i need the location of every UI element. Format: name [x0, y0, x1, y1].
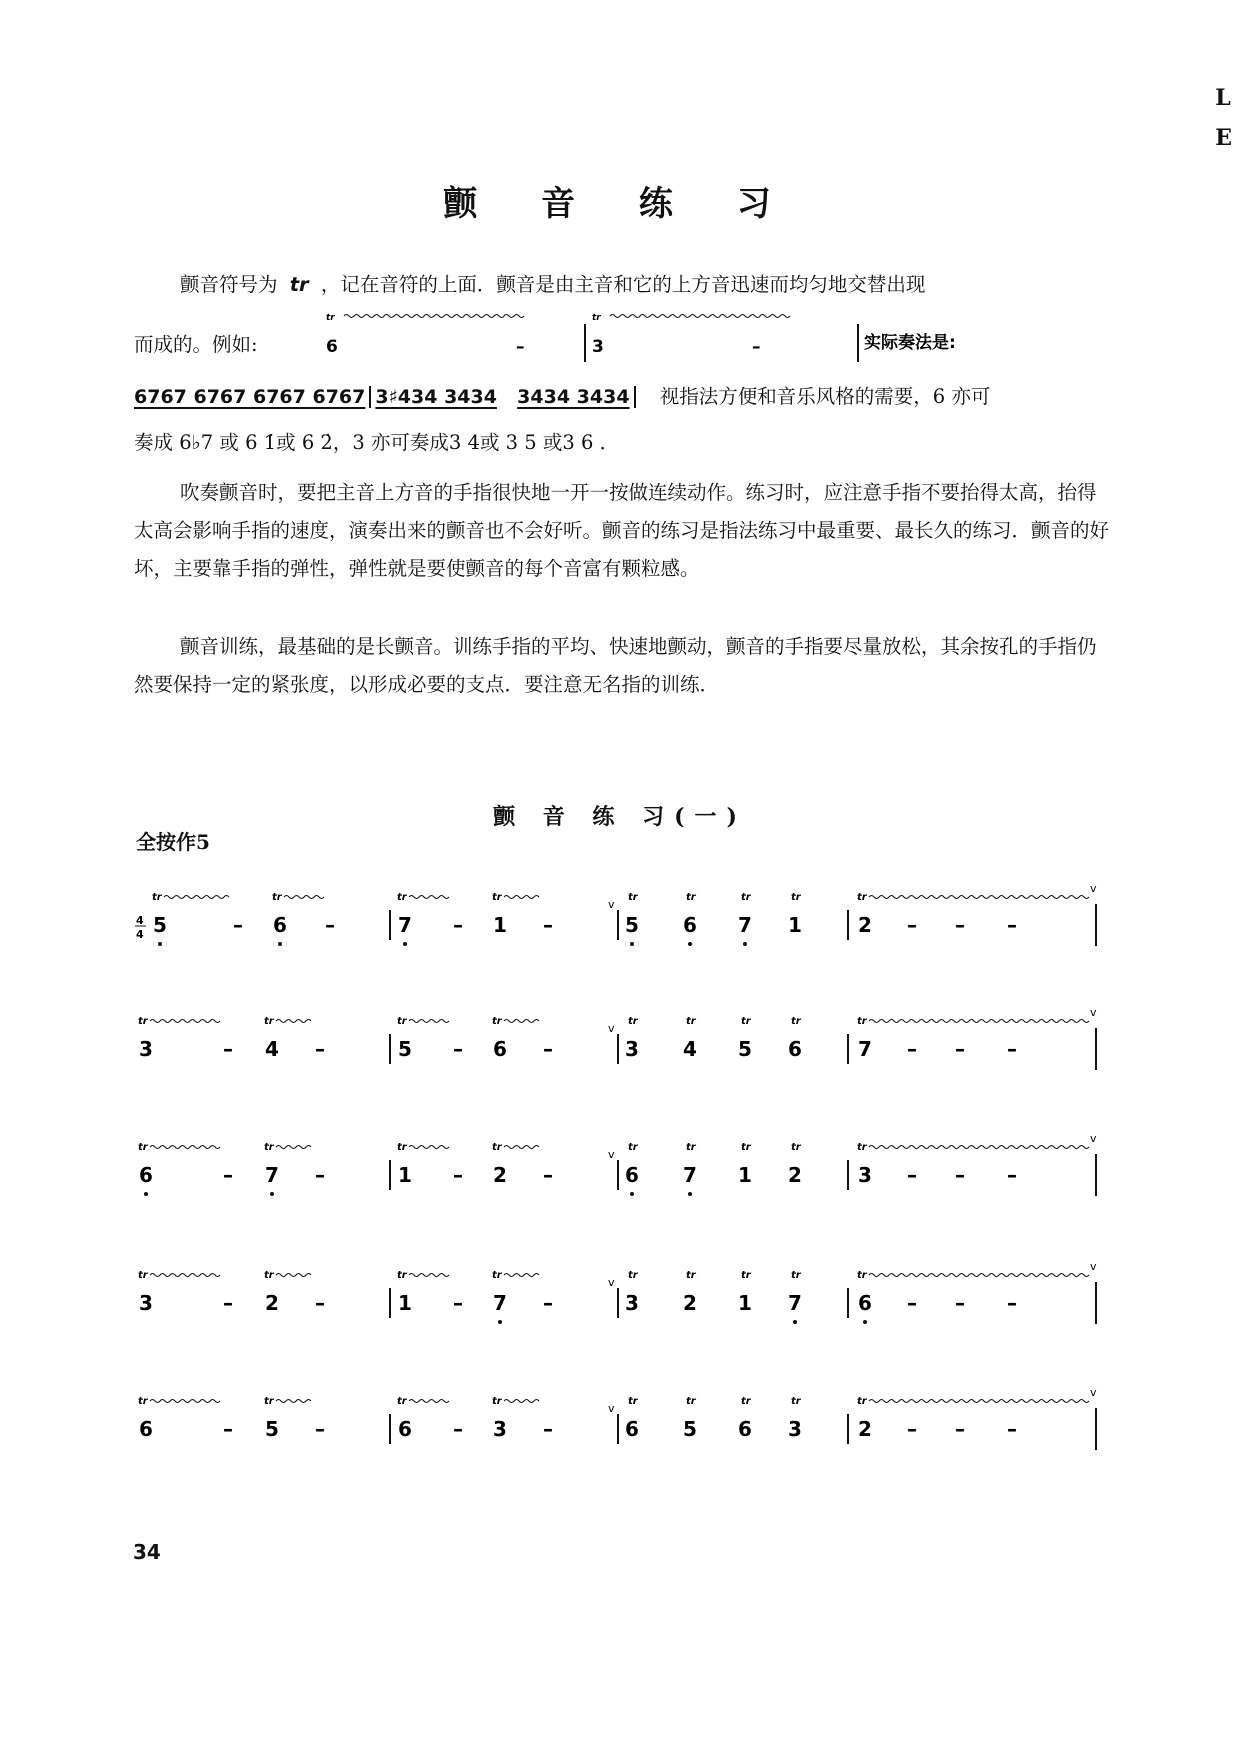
trill-mark: tr [138, 1270, 148, 1281]
note: 5 [683, 1417, 697, 1441]
intro-line-3 [134, 378, 1114, 416]
trill-wave [276, 1146, 311, 1149]
note-dash: – [325, 913, 335, 937]
note: 5 [625, 913, 639, 937]
note: 5 [265, 1417, 279, 1441]
note: 1 [788, 913, 802, 937]
trill-example [320, 310, 1020, 370]
trill-wave [150, 1020, 220, 1023]
actual-label: 实际奏法是: [864, 333, 956, 353]
breath-mark: v [608, 1148, 615, 1161]
trill-wave [284, 896, 324, 899]
note: 6 [625, 1417, 639, 1441]
note: 2 [265, 1291, 279, 1315]
note: 6 [139, 1417, 153, 1441]
octave-dot-below [793, 1320, 797, 1324]
trill-mark: tr [628, 892, 638, 903]
trill-mark: tr [628, 1270, 638, 1281]
trill-mark: tr [741, 892, 751, 903]
intro-text: ，记在音符的上面．颤音是由主音和它的上方音迅速而均匀地交替出现 [320, 273, 926, 296]
note: 3 [788, 1417, 802, 1441]
score [0, 860, 1240, 1540]
octave-dot-below [863, 1320, 867, 1324]
time-signature-top: 4 [136, 914, 144, 927]
note-dash: – [907, 913, 917, 937]
breath-mark: v [608, 1276, 615, 1289]
breath-mark: v [1090, 1260, 1097, 1273]
note: 5 [738, 1037, 752, 1061]
trill-mark: tr [857, 1142, 867, 1153]
trill-mark: tr [138, 1016, 148, 1027]
fingering-note: 全按作5 [136, 830, 210, 854]
note: 6 [273, 913, 287, 937]
note-dash: – [223, 1417, 233, 1441]
trill-mark: tr [686, 1270, 696, 1281]
trill-wave [276, 1274, 311, 1277]
octave-dot-below [278, 942, 282, 946]
trill-mark: tr [741, 1396, 751, 1407]
note: 5 [398, 1037, 412, 1061]
note: 3 [139, 1291, 153, 1315]
note-dash: – [315, 1037, 325, 1061]
intro-text: 而成的。例如: [134, 333, 258, 356]
note: 6 [493, 1037, 507, 1061]
note-dash: – [1007, 1163, 1017, 1187]
octave-dot-below [688, 1192, 692, 1196]
trill-wave [504, 1146, 539, 1149]
note: 4 [265, 1037, 279, 1061]
breath-mark: v [1090, 1386, 1097, 1399]
corner-mark: E [1215, 125, 1232, 151]
trill-mark: tr [264, 1142, 274, 1153]
corner-marks [1215, 78, 1232, 158]
trill-mark: tr [628, 1016, 638, 1027]
note-dash: – [223, 1163, 233, 1187]
note-dash: – [1007, 1037, 1017, 1061]
corner-mark: L [1215, 85, 1231, 111]
trill-mark: tr [857, 1396, 867, 1407]
note-dash: – [453, 1291, 463, 1315]
note: 1 [398, 1291, 412, 1315]
trill-wave [869, 1020, 1089, 1023]
trill-wave [150, 1274, 220, 1277]
trill-mark: tr [492, 892, 502, 903]
trill-mark: tr [857, 1270, 867, 1281]
intro-line-4: 奏成 6♭7 或 6 1̇或 6 2̇，3 亦可奏成3 4或 3 5 或3 6 ． [134, 431, 620, 454]
page-title: 颤 音 练 习 [443, 184, 797, 224]
trill-wave [409, 1274, 449, 1277]
trill-wave [869, 1146, 1089, 1149]
note: 3 [139, 1037, 153, 1061]
note: 6 [139, 1163, 153, 1187]
octave-dot-below [270, 1192, 274, 1196]
trill-mark: tr [741, 1016, 751, 1027]
note-dash: – [543, 1163, 553, 1187]
intro-text: 颤音符号为 [180, 273, 278, 296]
note: 2 [858, 913, 872, 937]
note-dash: – [955, 1291, 965, 1315]
note: 1 [738, 1291, 752, 1315]
trill-mark: tr [138, 1396, 148, 1407]
note: 6 [738, 1417, 752, 1441]
note-dash: – [233, 913, 243, 937]
trill-wave [409, 1020, 449, 1023]
octave-dot-below [498, 1320, 502, 1324]
note: 1 [738, 1163, 752, 1187]
note-dash: – [315, 1417, 325, 1441]
exercise-title: 颤 音 练 习(一) [493, 804, 747, 830]
intro-text: 视指法方便和音乐风格的需要，6 亦可 [659, 385, 991, 408]
note-dash: – [223, 1291, 233, 1315]
trill-mark: tr [264, 1016, 274, 1027]
note: 6 [788, 1037, 802, 1061]
trill-wave [409, 1146, 449, 1149]
note: 1 [493, 913, 507, 937]
page-number: 34 [133, 1540, 161, 1564]
note-dash: – [907, 1037, 917, 1061]
intro-line-1 [134, 266, 1114, 304]
note: 4 [683, 1037, 697, 1061]
note-dash: – [543, 1417, 553, 1441]
note-dash: – [315, 1291, 325, 1315]
note: 2 [683, 1291, 697, 1315]
note: 6 [326, 337, 338, 357]
note: 3 [493, 1417, 507, 1441]
trill-wave [504, 1400, 539, 1403]
note: 3 [858, 1163, 872, 1187]
trill-sequence: 3♯434 3434 [375, 386, 497, 408]
trill-wave [344, 315, 524, 318]
trill-mark: tr [397, 1142, 407, 1153]
trill-mark: tr [791, 1270, 801, 1281]
note-dash: – [1007, 1417, 1017, 1441]
octave-dot-below [688, 942, 692, 946]
trill-mark: tr [492, 1396, 502, 1407]
trill-mark: tr [791, 1396, 801, 1407]
breath-mark: v [1090, 1006, 1097, 1019]
trill-mark: tr [272, 892, 282, 903]
breath-mark: v [608, 1022, 615, 1035]
trill-mark: tr [628, 1396, 638, 1407]
note-dash: – [1007, 1291, 1017, 1315]
trill-symbol: tr [289, 273, 309, 296]
trill-mark: tr [686, 1142, 696, 1153]
trill-mark: tr [397, 1270, 407, 1281]
trill-wave [504, 1020, 539, 1023]
trill-mark: tr [397, 892, 407, 903]
trill-wave [504, 896, 539, 899]
trill-mark: tr [686, 1016, 696, 1027]
note: 7 [265, 1163, 279, 1187]
trill-wave [150, 1400, 220, 1403]
note-dash: – [955, 913, 965, 937]
trill-wave [610, 315, 790, 318]
trill-mark: tr [138, 1142, 148, 1153]
breath-mark: v [608, 898, 615, 911]
trill-wave [869, 896, 1089, 899]
trill-mark: tr [397, 1016, 407, 1027]
octave-dot-below [630, 1192, 634, 1196]
note-dash: – [543, 913, 553, 937]
trill-wave [164, 896, 229, 899]
octave-dot-below [403, 942, 407, 946]
trill-mark: tr [791, 1016, 801, 1027]
trill-mark: tr [492, 1016, 502, 1027]
trill-wave [869, 1274, 1089, 1277]
note-dash: – [453, 913, 463, 937]
svg-text:tr: tr [592, 313, 601, 323]
note-dash: – [955, 1037, 965, 1061]
trill-sequence: 3434 3434 [517, 386, 630, 408]
trill-wave [276, 1400, 311, 1403]
note: 6 [858, 1291, 872, 1315]
note: 7 [493, 1291, 507, 1315]
note: 6 [625, 1163, 639, 1187]
paragraph-3: 颤音训练，最基础的是长颤音。训练手指的平均、快速地颤动，颤音的手指要尽量放松，其余按孔的手指仍然要保持一定的紧张度，以形成必要的支点．要注意无名指的训练． [134, 635, 1097, 696]
breath-mark: v [1090, 1132, 1097, 1145]
octave-dot-below [630, 942, 634, 946]
octave-dot-below [144, 1192, 148, 1196]
note-dash: – [752, 337, 761, 357]
trill-mark: tr [857, 1016, 867, 1027]
note-dash: – [907, 1163, 917, 1187]
note-dash: – [453, 1163, 463, 1187]
note: 2 [788, 1163, 802, 1187]
trill-wave [276, 1020, 311, 1023]
octave-dot-below [158, 942, 162, 946]
trill-wave [409, 896, 449, 899]
trill-mark: tr [264, 1396, 274, 1407]
svg-text:tr: tr [326, 313, 335, 323]
trill-mark: tr [492, 1142, 502, 1153]
note-dash: – [543, 1291, 553, 1315]
note: 6 [398, 1417, 412, 1441]
breath-mark: v [1090, 882, 1097, 895]
note: 5 [153, 913, 167, 937]
octave-dot-below [743, 942, 747, 946]
time-signature-bottom: 4 [136, 928, 144, 941]
note-dash: – [516, 337, 525, 357]
trill-mark: tr [857, 892, 867, 903]
trill-mark: tr [686, 1396, 696, 1407]
trill-mark: tr [492, 1270, 502, 1281]
trill-mark: tr [741, 1270, 751, 1281]
note-dash: – [1007, 913, 1017, 937]
trill-mark: tr [791, 892, 801, 903]
note: 7 [788, 1291, 802, 1315]
note: 2 [493, 1163, 507, 1187]
note-dash: – [543, 1037, 553, 1061]
note: 7 [683, 1163, 697, 1187]
trill-mark: tr [152, 892, 162, 903]
note-dash: – [907, 1291, 917, 1315]
note: 2 [858, 1417, 872, 1441]
note-dash: – [223, 1037, 233, 1061]
note-dash: – [315, 1163, 325, 1187]
breath-mark: v [608, 1402, 615, 1415]
note: 3 [592, 337, 604, 357]
note: 7 [398, 913, 412, 937]
note: 7 [738, 913, 752, 937]
trill-sequence: 6767 6767 6767 6767 [134, 386, 366, 408]
trill-mark: tr [791, 1142, 801, 1153]
note-dash: – [907, 1417, 917, 1441]
note-dash: – [453, 1417, 463, 1441]
note: 3 [625, 1291, 639, 1315]
trill-wave [504, 1274, 539, 1277]
paragraph-2: 吹奏颤音时，要把主音上方音的手指很快地一开一按做连续动作。练习时，应注意手指不要抬得太高，抬得太高会影响手指的速度，演奏出来的颤音也不会好听。颤音的练习是指法练习中最重要、最长久的练习．颤音的好坏，主要靠手指的弹性，弹性就是要使颤音的每个音富有颗粒感。 [134, 481, 1110, 580]
trill-mark: tr [397, 1396, 407, 1407]
note-dash: – [955, 1417, 965, 1441]
note: 3 [625, 1037, 639, 1061]
trill-mark: tr [264, 1270, 274, 1281]
trill-wave [150, 1146, 220, 1149]
note: 7 [858, 1037, 872, 1061]
trill-mark: tr [741, 1142, 751, 1153]
note: 6 [683, 913, 697, 937]
note-dash: – [453, 1037, 463, 1061]
trill-wave [409, 1400, 449, 1403]
note-dash: – [955, 1163, 965, 1187]
trill-mark: tr [628, 1142, 638, 1153]
trill-mark: tr [686, 892, 696, 903]
note: 1 [398, 1163, 412, 1187]
trill-wave [869, 1400, 1089, 1403]
